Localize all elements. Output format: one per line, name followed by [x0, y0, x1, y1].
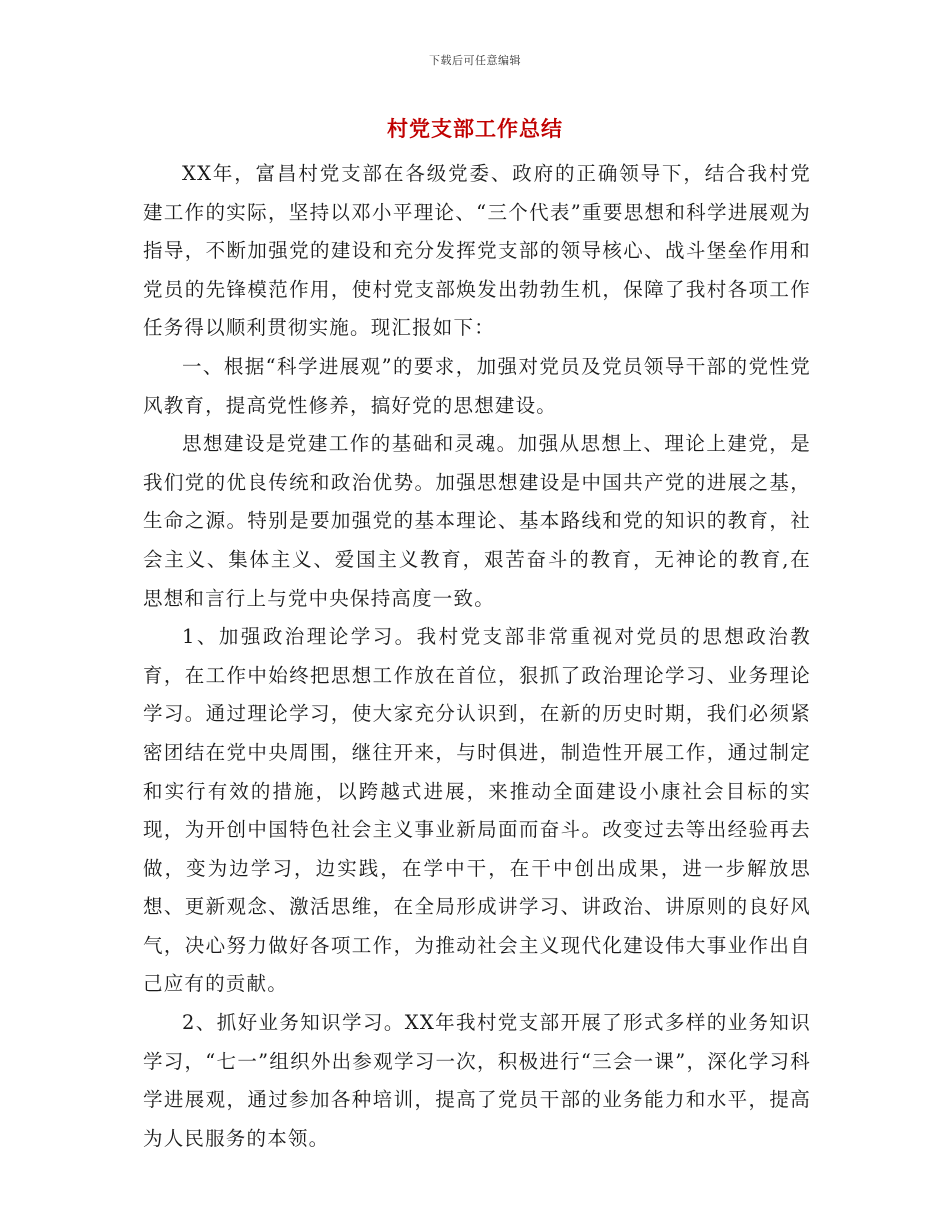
paragraph-intro: XX年，富昌村党支部在各级党委、政府的正确领导下，结合我村党建工作的实际，坚持以邓小平理论、“三个代表”重要思想和科学进展观为指导，不断加强党的建设和充分发挥党支部的领导核心、战斗堡垒作用和党员的先锋模范作用，使村党支部焕发出勃勃生机，保障了我村各项工作任务得以顺利贯彻实施。现汇报如下： — [143, 162, 811, 340]
paragraph-business-study: 2、抓好业务知识学习。XX年我村党支部开展了形式多样的业务知识学习，“七一”组织外出参观学习一次，积极进行“三会一课”，深化学习科学进展观，通过参加各种培训，提高了党员干部的业务能力和水平，提高为人民服务的本领。 — [143, 1011, 811, 1150]
header-note: 下载后可任意编辑 — [429, 54, 521, 67]
paragraph-ideological-building: 思想建设是党建工作的基础和灵魂。加强从思想上、理论上建党，是我们党的优良传统和政治优势。加强思想建设是中国共产党的进展之基，生命之源。特别是要加强党的基本理论、基本路线和党的知识的教育，社会主义、集体主义、爱国主义教育，艰苦奋斗的教育，无神论的教育,在思想和言行上与党中央保持高度一致。 — [143, 432, 811, 610]
paragraph-political-study: 1、加强政治理论学习。我村党支部非常重视对党员的思想政治教育，在工作中始终把思想工作放在首位，狠抓了政治理论学习、业务理论学习。通过理论学习，使大家充分认识到，在新的历史时期，我们必须紧密团结在党中央周围，继往开来，与时俱进，制造性开展工作，通过制定和实行有效的措施，以跨越式进展，来推动全面建设小康社会目标的实现，为开创中国特色社会主义事业新局面而奋斗。改变过去等出经验再去做，变为边学习，边实践，在学中干，在干中创出成果，进一步解放思想、更新观念、激活思维，在全局形成讲学习、讲政治、讲原则的良好风气，决心努力做好各项工作，为推动社会主义现代化建设伟大事业作出自己应有的贡献。 — [143, 625, 811, 996]
document-title: 村党支部工作总结 — [387, 117, 563, 141]
document-body — [143, 155, 811, 1158]
paragraph-section-one-heading: 一、根据“科学进展观”的要求，加强对党员及党员领导干部的党性党风教育，提高党性修养，搞好党的思想建设。 — [143, 354, 811, 417]
